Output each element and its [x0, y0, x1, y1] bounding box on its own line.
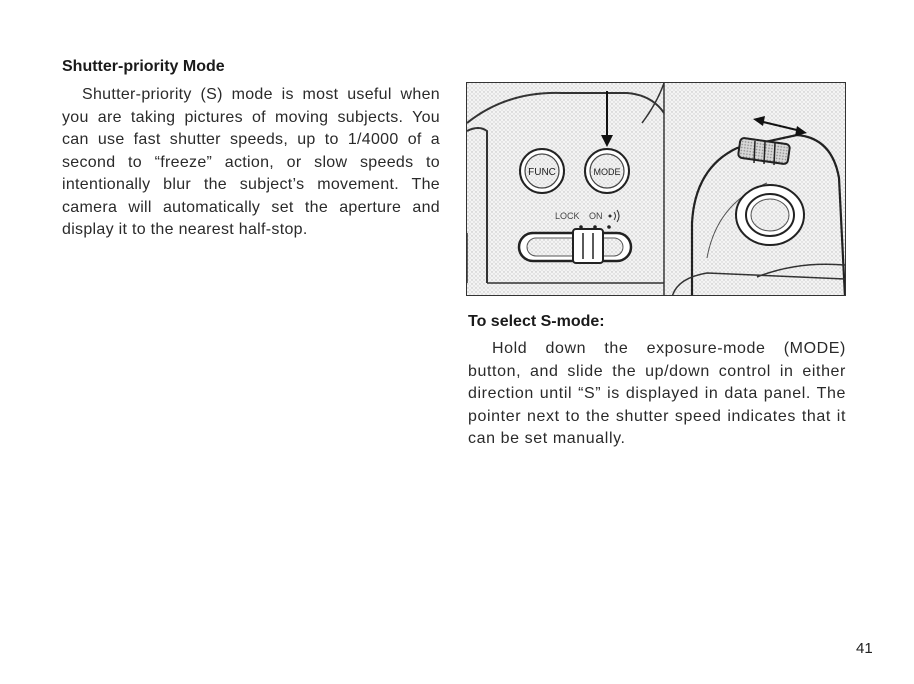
- instructions-heading: To select S-mode:: [468, 313, 605, 330]
- func-button-drawing: [520, 149, 564, 193]
- camera-controls-illustration: [466, 82, 846, 296]
- round-button-drawing: [736, 185, 804, 245]
- section-body-text: Shutter-priority (S) mode is most useful when you are taking pictures of moving subjects. You can use fast shutter speeds, up to 1/4000 of a second to “freeze” action, or slow speeds to intentionally blur the subject’s movement. The camera will automatically set the aperture and display it to the nearest half-stop.: [62, 86, 440, 238]
- lock-label: LOCK: [555, 211, 580, 221]
- power-switch-drawing: [519, 229, 631, 263]
- instructions-body-text: Hold down the exposure-mode (MODE) button, and slide the up/down control in either direction until “S” is displayed in data panel. The pointer next to the shutter speed indicates that it can be set manually.: [468, 340, 846, 447]
- on-label: ON: [589, 211, 603, 221]
- mode-label: MODE: [593, 167, 621, 177]
- func-label: FUNC: [528, 167, 556, 178]
- control-dial-drawing: [665, 83, 846, 296]
- mode-button-drawing: [585, 149, 629, 193]
- button-panel-drawing: [467, 83, 664, 296]
- section-heading: Shutter-priority Mode: [62, 58, 225, 75]
- page-number: 41: [856, 640, 873, 657]
